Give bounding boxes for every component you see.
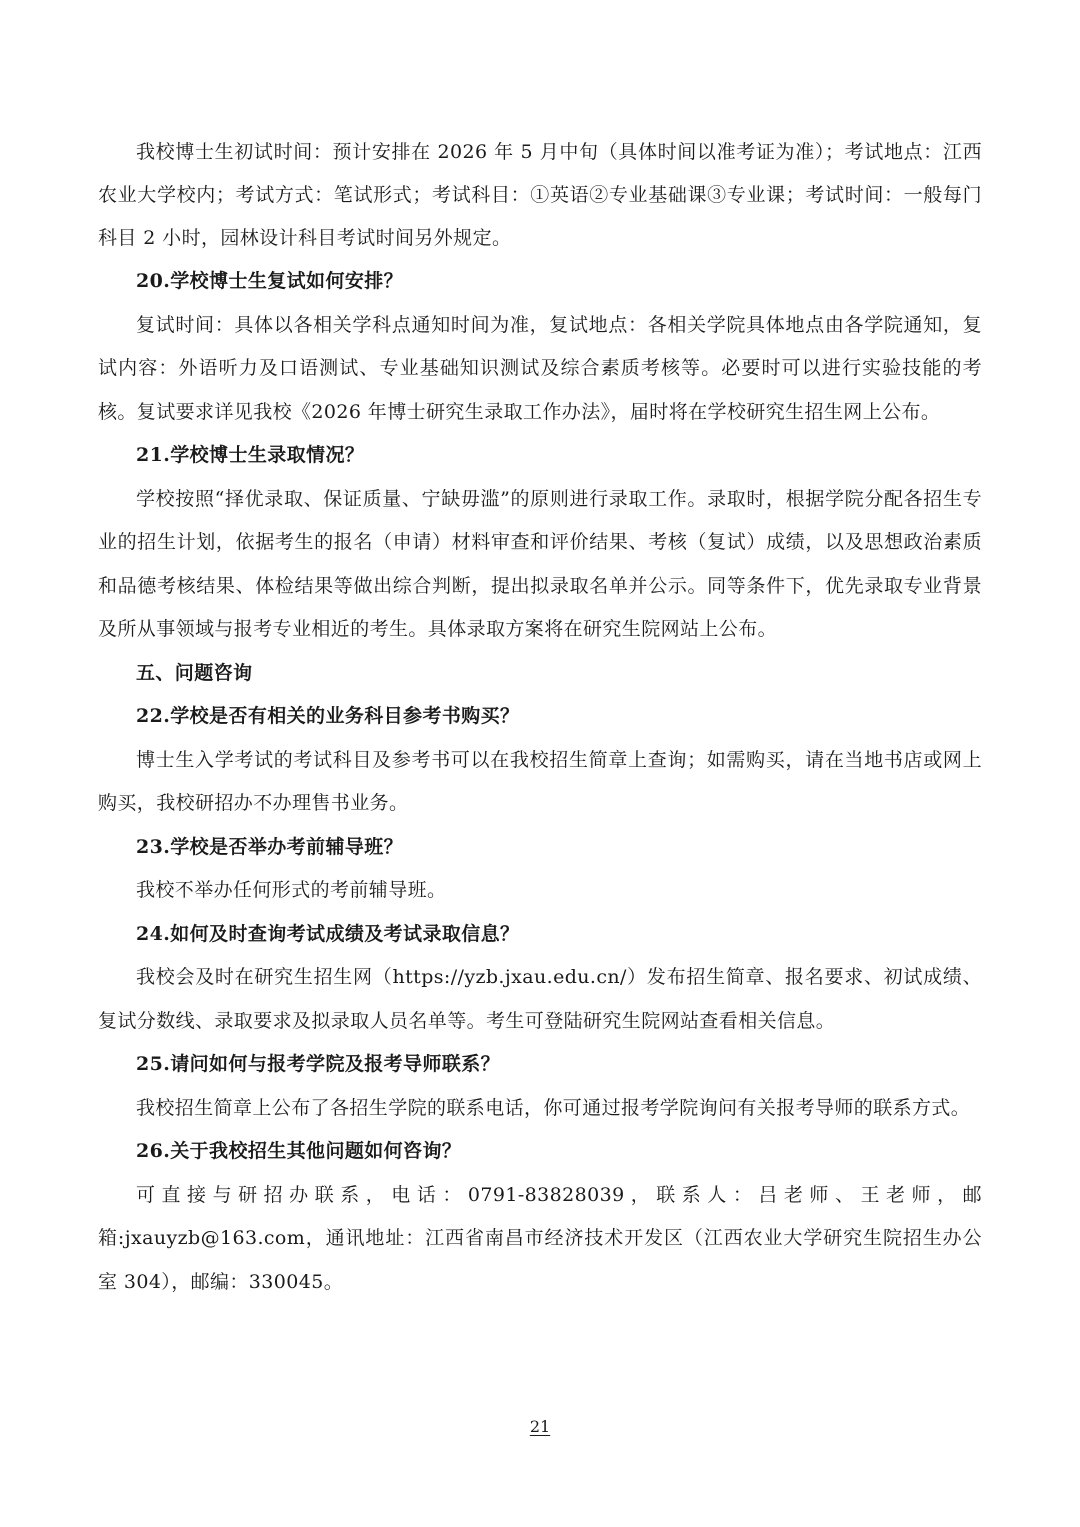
chapter-heading-consultation: 五、问题咨询 xyxy=(136,661,253,684)
section-heading-22: 22.学校是否有相关的业务科目参考书购买？ xyxy=(136,705,520,727)
section-heading-23: 23.学校是否举办考前辅导班？ xyxy=(136,835,404,858)
section-body-26: 可直接与研招办联系，电话：0791-83828039，联系人：吕老师、王老师，邮箱:jxauyzb@163.com，通讯地址：江西省南昌市经济技术开发区（江西农业大学研究生院招生办公室 304），邮编：330045。 xyxy=(98,1183,982,1293)
section-body-24: 我校会及时在研究生招生网（https://yzb.jxau.edu.cn/）发布招生简章、报名要求、初试成绩、复试分数线、录取要求及拟录取人员名单等。考生可登陆研究生院网站查看相关信息。 xyxy=(98,966,982,1032)
page-content xyxy=(98,131,982,1304)
section-heading-26: 26.关于我校招生其他问题如何咨询？ xyxy=(136,1140,462,1162)
section-body-20: 复试时间：具体以各相关学科点通知时间为准，复试地点：各相关学院具体地点由各学院通知，复试内容：外语听力及口语测试、专业基础知识测试及综合素质考核等。必要时可以进行实验技能的考核。复试要求详见我校《2026 年博士研究生录取工作办法》，届时将在学校研究生招生网上公布。 xyxy=(98,313,982,423)
page-number-text: 21 xyxy=(529,1417,551,1436)
intro-paragraph: 我校博士生初试时间：预计安排在 2026 年 5 月中旬（具体时间以准考证为准）；考试地点：江西农业大学校内；考试方式：笔试形式；考试科目：①英语②专业基础课③专业课；考试时间：一般每门科目 2 小时，园林设计科目考试时间另外规定。 xyxy=(98,141,982,249)
section-heading-24: 24.如何及时查询考试成绩及考试录取信息？ xyxy=(136,922,520,945)
section-body-23: 我校不举办任何形式的考前辅导班。 xyxy=(136,879,447,901)
section-heading-25: 25.请问如何与报考学院及报考导师联系？ xyxy=(136,1053,501,1075)
page-number xyxy=(0,1416,1080,1438)
section-heading-21: 21.学校博士生录取情况？ xyxy=(136,444,365,466)
section-body-25: 我校招生简章上公布了各招生学院的联系电话，你可通过报考学院询问有关报考导师的联系方式。 xyxy=(136,1096,971,1119)
section-body-22: 博士生入学考试的考试科目及参考书可以在我校招生简章上查询；如需购买，请在当地书店或网上购买，我校研招办不办理售书业务。 xyxy=(98,748,982,814)
section-body-21: 学校按照“择优录取、保证质量、宁缺毋滥”的原则进行录取工作。录取时，根据学院分配各招生专业的招生计划，依据考生的报名（申请）材料审查和评价结果、考核（复试）成绩，以及思想政治素质和品德考核结果、体检结果等做出综合判断，提出拟录取名单并公示。同等条件下，优先录取专业背景及所从事领域与报考专业相近的考生。具体录取方案将在研究生院网站上公布。 xyxy=(98,487,982,640)
section-heading-20: 20.学校博士生复试如何安排？ xyxy=(136,270,404,292)
